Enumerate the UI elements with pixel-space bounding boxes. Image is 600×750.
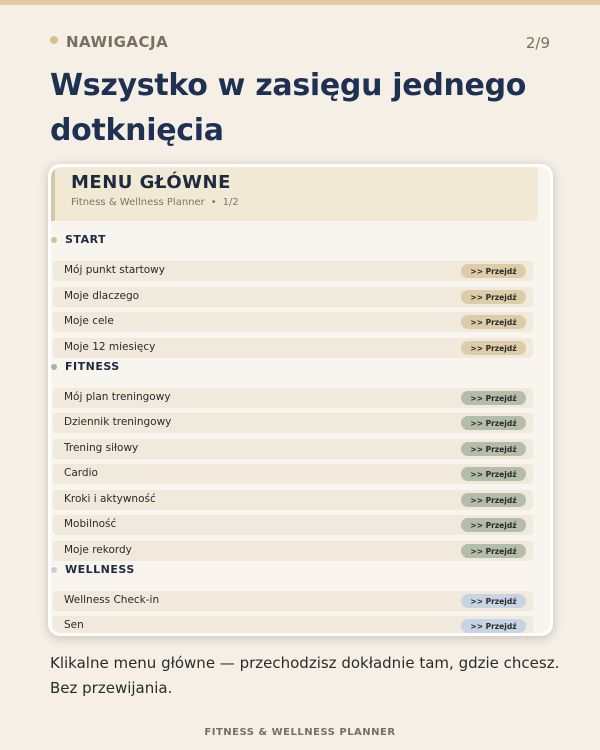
menu-item-label: Cardio — [64, 467, 98, 479]
section-label: WELLNESS — [65, 563, 135, 576]
menu-item[interactable] — [53, 541, 533, 561]
caption-text: Klikalne menu główne — przechodzisz dokładnie tam, gdzie chcesz. Bez przewijania. — [50, 654, 560, 697]
menu-item-label: Kroki i aktywność — [64, 493, 156, 505]
menu-item[interactable] — [53, 439, 533, 459]
menu-screen — [51, 167, 550, 633]
menu-item-label: Dziennik treningowy — [64, 416, 172, 428]
go-to-button[interactable]: >> Przejdź — [461, 467, 526, 481]
menu-item-label: Moje cele — [64, 315, 114, 327]
eyebrow-dot-icon — [50, 36, 58, 44]
page-title: Wszystko w zasięgu jednego dotknięcia — [50, 68, 527, 148]
menu-item[interactable] — [53, 591, 533, 611]
go-to-button[interactable]: >> Przejdź — [461, 341, 526, 355]
menu-item[interactable] — [53, 413, 533, 433]
go-to-button[interactable]: >> Przejdź — [461, 290, 526, 304]
section-header-wellness — [51, 563, 135, 576]
menu-item-label: Sen — [64, 619, 84, 631]
menu-item-label: Mój punkt startowy — [64, 264, 165, 276]
menu-item-label: Wellness Check-in — [64, 594, 160, 606]
section-dot-icon — [51, 567, 57, 573]
menu-item-label: Moje 12 miesięcy — [64, 341, 156, 353]
menu-item-label: Trening siłowy — [64, 442, 139, 454]
menu-item[interactable] — [53, 312, 533, 332]
section-dot-icon — [51, 364, 57, 370]
menu-item[interactable] — [53, 464, 533, 484]
go-to-button[interactable]: >> Przejdź — [461, 264, 526, 278]
go-to-button[interactable]: >> Przejdź — [461, 442, 526, 456]
eyebrow-label: NAWIGACJA — [66, 33, 169, 51]
menu-item-label: Mój plan treningowy — [64, 391, 171, 403]
go-to-button[interactable]: >> Przejdź — [461, 315, 526, 329]
menu-item[interactable] — [53, 287, 533, 307]
section-label: FITNESS — [65, 360, 120, 373]
menu-item[interactable] — [53, 490, 533, 510]
go-to-button[interactable]: >> Przejdź — [461, 544, 526, 558]
menu-item[interactable] — [53, 338, 533, 358]
menu-item-label: Mobilność — [64, 518, 117, 530]
go-to-button[interactable]: >> Przejdź — [461, 594, 526, 608]
menu-title: MENU GŁÓWNE — [71, 172, 231, 193]
section-header-start — [51, 233, 106, 246]
menu-item-label: Moje dlaczego — [64, 290, 140, 302]
menu-header — [51, 167, 538, 221]
go-to-button[interactable]: >> Przejdź — [461, 416, 526, 430]
menu-item-label: Moje rekordy — [64, 544, 132, 556]
subtitle-separator: • — [210, 197, 217, 208]
menu-page-indicator: 1/2 — [222, 197, 239, 208]
menu-item[interactable] — [53, 388, 533, 408]
menu-subtitle — [71, 197, 239, 208]
top-accent-bar — [0, 0, 600, 5]
section-header-fitness — [51, 360, 120, 373]
device-mockup — [48, 164, 553, 636]
go-to-button[interactable]: >> Przejdź — [461, 518, 526, 532]
planner-name: Fitness & Wellness Planner — [71, 197, 205, 208]
menu-item[interactable] — [53, 616, 533, 633]
go-to-button[interactable]: >> Przejdź — [461, 391, 526, 405]
section-eyebrow — [50, 33, 168, 51]
menu-item[interactable] — [53, 261, 533, 281]
section-label: START — [65, 233, 107, 246]
page-counter: 2/9 — [525, 34, 550, 52]
menu-item[interactable] — [53, 515, 533, 535]
go-to-button[interactable]: >> Przejdź — [461, 493, 526, 507]
go-to-button[interactable]: >> Przejdź — [461, 619, 526, 633]
section-dot-icon — [51, 237, 57, 243]
footer-brand: FITNESS & WELLNESS PLANNER — [204, 727, 396, 738]
